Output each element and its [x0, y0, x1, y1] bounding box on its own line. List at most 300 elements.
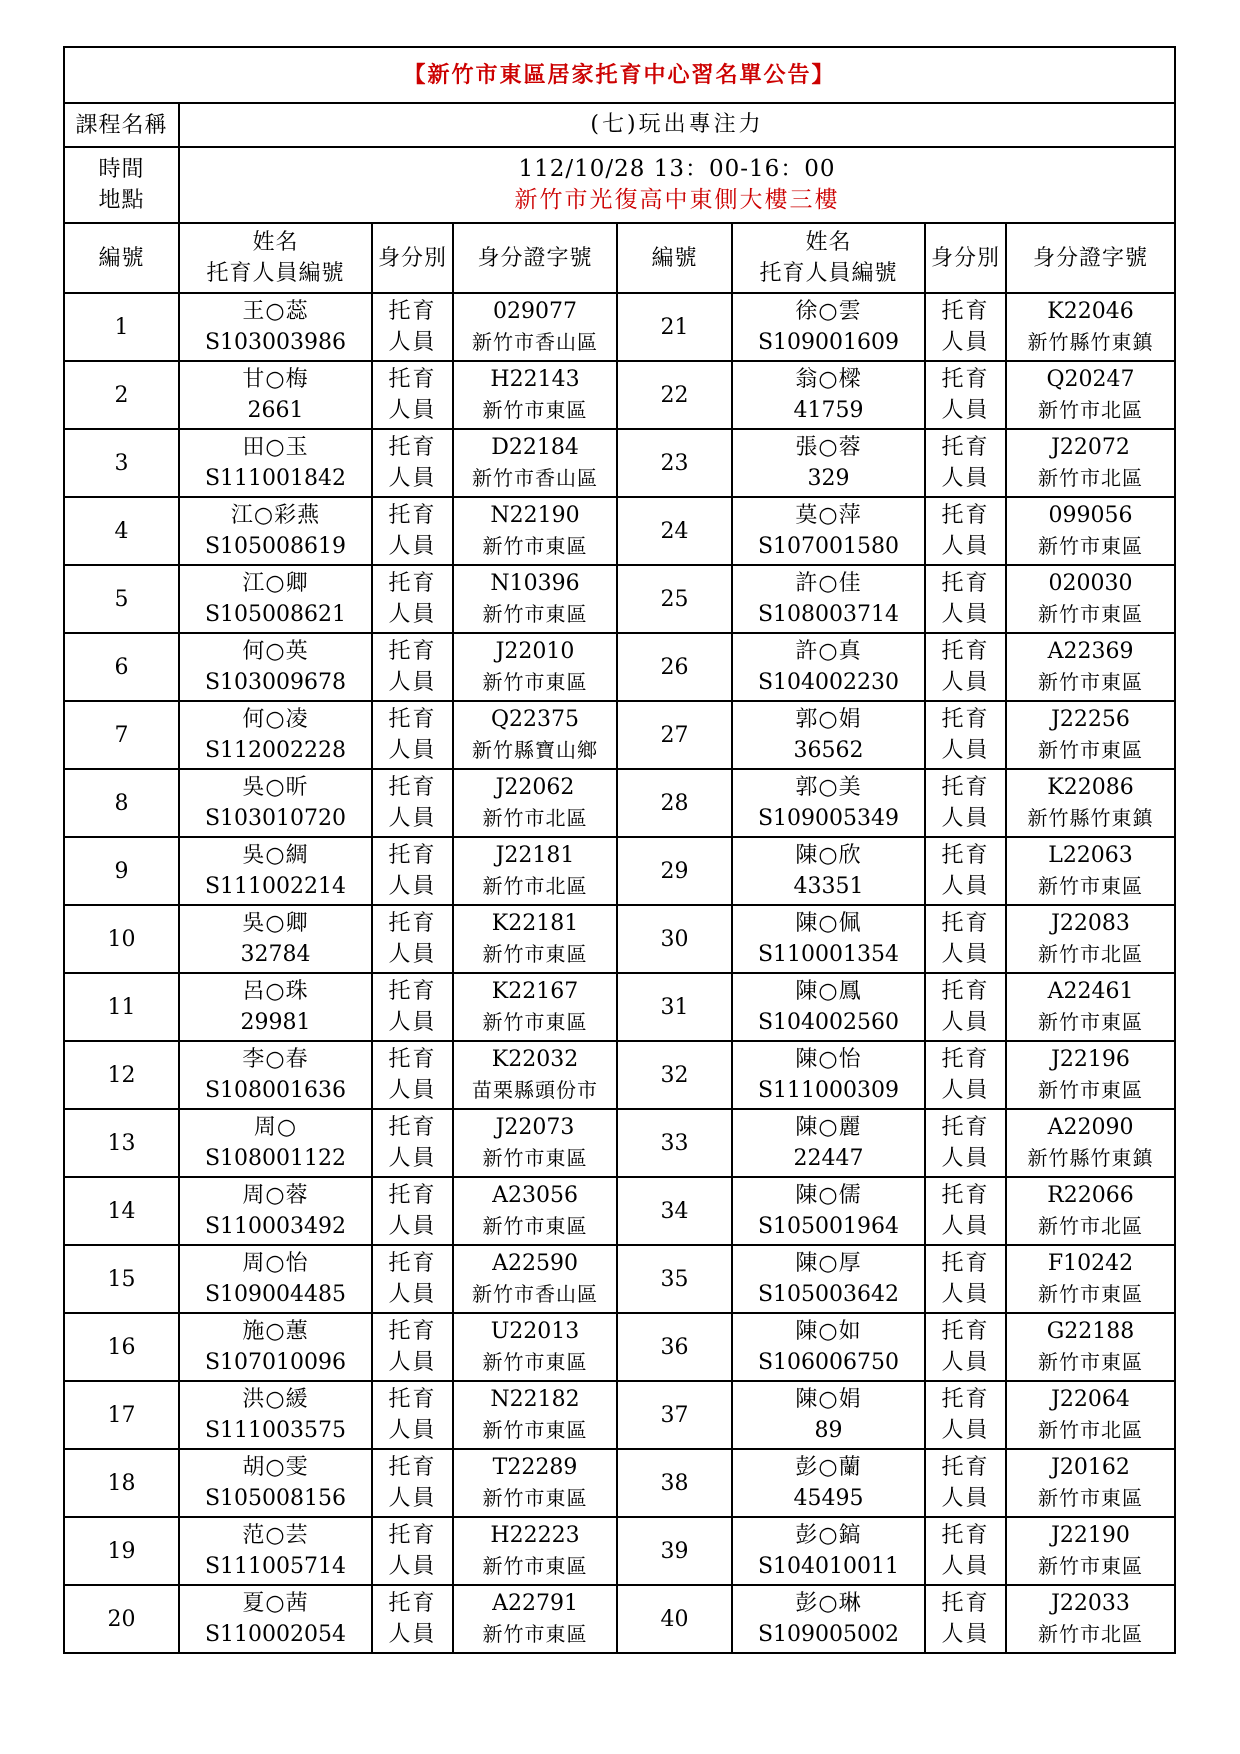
identity-type-line1: 托育: [388, 911, 437, 936]
identity-type-cell: [372, 905, 453, 973]
id-number: K22167: [491, 979, 579, 1004]
district: 新竹市東區: [1038, 1078, 1143, 1102]
caregiver-name: 徐○雲: [795, 299, 862, 324]
entry-number: 2: [64, 361, 179, 429]
identity-type-line1: 托育: [941, 843, 990, 868]
header-name-line1: 姓名: [805, 230, 852, 255]
id-number: A22461: [1047, 979, 1134, 1004]
district: 新竹市東區: [482, 942, 588, 966]
entry-number: 35: [617, 1245, 732, 1313]
caregiver-name: 彭○蘭: [795, 1455, 862, 1480]
district: 新竹市香山區: [472, 1282, 598, 1306]
table-row: [64, 1245, 1175, 1313]
entry-number: 17: [64, 1381, 179, 1449]
id-number: L22063: [1048, 843, 1133, 868]
identity-type-line2: 人員: [941, 942, 990, 967]
id-number: J22073: [495, 1115, 575, 1140]
id-cell: [1006, 701, 1175, 769]
identity-type-line1: 托育: [388, 1047, 437, 1072]
header-identity: 身分別: [925, 223, 1006, 293]
id-number: G22188: [1046, 1319, 1135, 1344]
id-cell: [453, 1177, 617, 1245]
identity-type-cell: [372, 1109, 453, 1177]
table-row: [64, 973, 1175, 1041]
identity-type-line1: 托育: [941, 1319, 990, 1344]
entry-number: 3: [64, 429, 179, 497]
caregiver-cell: [732, 497, 925, 565]
entry-number: 31: [617, 973, 732, 1041]
caregiver-name: 何○英: [242, 639, 309, 664]
caregiver-name: 周○: [253, 1115, 298, 1140]
caregiver-code: S110002054: [204, 1622, 347, 1647]
caregiver-cell: [732, 633, 925, 701]
caregiver-code: S105001964: [757, 1214, 900, 1239]
district: 新竹市東區: [482, 534, 588, 558]
identity-type-line2: 人員: [941, 1622, 990, 1647]
identity-type-cell: [372, 1381, 453, 1449]
entry-number: 38: [617, 1449, 732, 1517]
id-number: J22064: [1051, 1387, 1130, 1412]
identity-type-cell: [372, 497, 453, 565]
table-row: [64, 565, 1175, 633]
id-cell: [453, 293, 617, 361]
caregiver-name: 陳○怡: [795, 1047, 862, 1072]
caregiver-code: S104002230: [757, 670, 900, 695]
id-number: 099056: [1048, 503, 1133, 528]
identity-type-line2: 人員: [388, 874, 437, 899]
district: 新竹市香山區: [472, 330, 598, 354]
table-row: [64, 1313, 1175, 1381]
district: 新竹市東區: [1038, 874, 1143, 898]
table-header-row: [64, 223, 1175, 293]
identity-type-line2: 人員: [941, 1554, 990, 1579]
caregiver-cell: [179, 1041, 372, 1109]
entry-number: 20: [64, 1585, 179, 1653]
identity-type-line1: 托育: [388, 435, 437, 460]
identity-type-line2: 人員: [941, 806, 990, 831]
id-cell: [453, 565, 617, 633]
identity-type-line1: 托育: [941, 979, 990, 1004]
caregiver-cell: [179, 497, 372, 565]
identity-type-line2: 人員: [388, 398, 437, 423]
identity-type-line1: 托育: [388, 1455, 437, 1480]
identity-type-line1: 托育: [941, 435, 990, 460]
id-cell: [453, 1109, 617, 1177]
id-cell: [1006, 497, 1175, 565]
identity-type-line1: 托育: [941, 1115, 990, 1140]
caregiver-name: 彭○鎬: [795, 1523, 862, 1548]
identity-type-cell: [372, 1517, 453, 1585]
caregiver-name: 陳○厚: [795, 1251, 862, 1276]
caregiver-cell: [732, 293, 925, 361]
district: 新竹市東區: [1038, 1010, 1143, 1034]
caregiver-name: 甘○梅: [242, 367, 309, 392]
entry-number: 33: [617, 1109, 732, 1177]
identity-type-line2: 人員: [388, 942, 437, 967]
id-number: J22196: [1051, 1047, 1130, 1072]
identity-type-line2: 人員: [941, 670, 990, 695]
identity-type-cell: [372, 837, 453, 905]
caregiver-name: 郭○美: [795, 775, 862, 800]
time-value: 112/10/28 13：00-16：00: [518, 156, 836, 182]
entry-number: 39: [617, 1517, 732, 1585]
entry-number: 21: [617, 293, 732, 361]
identity-type-line2: 人員: [941, 1146, 990, 1171]
place-value: 新竹市光復高中東側大樓三樓: [514, 187, 840, 213]
district: 新竹市東區: [1038, 534, 1143, 558]
entry-number: 5: [64, 565, 179, 633]
id-cell: [453, 1449, 617, 1517]
id-cell: [1006, 293, 1175, 361]
id-cell: [453, 1245, 617, 1313]
id-cell: [453, 497, 617, 565]
id-number: T22289: [492, 1455, 578, 1480]
id-number: N22182: [490, 1387, 580, 1412]
header-no: 編號: [64, 223, 179, 293]
identity-type-line2: 人員: [388, 1282, 437, 1307]
caregiver-cell: [179, 1585, 372, 1653]
caregiver-cell: [179, 769, 372, 837]
id-cell: [1006, 1585, 1175, 1653]
identity-type-line2: 人員: [388, 1010, 437, 1035]
identity-type-line2: 人員: [941, 1486, 990, 1511]
caregiver-code: S112002228: [204, 738, 347, 763]
caregiver-code: 36562: [793, 738, 864, 763]
identity-type-cell: [925, 1041, 1006, 1109]
id-number: J22062: [495, 775, 575, 800]
entry-number: 8: [64, 769, 179, 837]
caregiver-code: S103010720: [204, 806, 347, 831]
entry-number: 27: [617, 701, 732, 769]
caregiver-name: 呂○珠: [242, 979, 309, 1004]
identity-type-cell: [925, 1313, 1006, 1381]
caregiver-name: 陳○娟: [795, 1387, 862, 1412]
district: 新竹市東區: [482, 1418, 588, 1442]
caregiver-code: S108003714: [757, 602, 900, 627]
id-number: A22369: [1047, 639, 1134, 664]
caregiver-code: S109004485: [204, 1282, 347, 1307]
caregiver-cell: [732, 973, 925, 1041]
table-row: [64, 429, 1175, 497]
id-cell: [1006, 1449, 1175, 1517]
header-id-no: 身分證字號: [1006, 223, 1175, 293]
header-identity: 身分別: [372, 223, 453, 293]
identity-type-cell: [372, 1177, 453, 1245]
caregiver-code: S111000309: [757, 1078, 900, 1103]
caregiver-code: 22447: [793, 1146, 864, 1171]
identity-type-line2: 人員: [941, 1282, 990, 1307]
caregiver-code: S111003575: [204, 1418, 347, 1443]
district: 新竹縣竹東鎮: [1027, 1146, 1154, 1170]
district: 新竹市北區: [1038, 1214, 1143, 1238]
table-row: [64, 1517, 1175, 1585]
identity-type-cell: [925, 497, 1006, 565]
caregiver-cell: [732, 1245, 925, 1313]
id-number: J22072: [1051, 435, 1130, 460]
id-number: 029077: [493, 299, 577, 324]
caregiver-name: 許○佳: [795, 571, 862, 596]
course-label: 課程名稱: [64, 103, 179, 147]
identity-type-cell: [372, 633, 453, 701]
caregiver-cell: [732, 565, 925, 633]
id-number: K22181: [491, 911, 579, 936]
caregiver-code: S104002560: [757, 1010, 900, 1035]
id-number: J22190: [1051, 1523, 1130, 1548]
caregiver-cell: [179, 837, 372, 905]
course-name: (七)玩出專注力: [179, 103, 1175, 147]
caregiver-name: 何○凌: [242, 707, 309, 732]
header-name: [732, 223, 925, 293]
identity-type-line1: 托育: [388, 707, 437, 732]
caregiver-cell: [179, 1245, 372, 1313]
id-number: N22190: [490, 503, 580, 528]
caregiver-cell: [732, 429, 925, 497]
caregiver-code: 43351: [793, 874, 864, 899]
identity-type-line1: 托育: [388, 503, 437, 528]
identity-type-cell: [925, 633, 1006, 701]
caregiver-name: 莫○萍: [795, 503, 862, 528]
id-cell: [1006, 837, 1175, 905]
identity-type-line1: 托育: [941, 911, 990, 936]
district: 新竹市東區: [482, 1214, 588, 1238]
caregiver-name: 許○真: [795, 639, 862, 664]
identity-type-cell: [925, 1109, 1006, 1177]
caregiver-cell: [179, 429, 372, 497]
caregiver-cell: [732, 905, 925, 973]
identity-type-line2: 人員: [941, 738, 990, 763]
place-label: 地點: [98, 188, 145, 213]
caregiver-code: 2661: [247, 398, 304, 423]
caregiver-code: S105008621: [204, 602, 347, 627]
identity-type-cell: [925, 973, 1006, 1041]
caregiver-cell: [179, 1381, 372, 1449]
identity-type-line1: 托育: [941, 1183, 990, 1208]
caregiver-code: 329: [807, 466, 850, 491]
caregiver-name: 陳○佩: [795, 911, 862, 936]
caregiver-name: 江○卿: [242, 571, 309, 596]
caregiver-code: S109005349: [757, 806, 900, 831]
table-row: [64, 837, 1175, 905]
id-cell: [1006, 1381, 1175, 1449]
caregiver-cell: [179, 1517, 372, 1585]
identity-type-line2: 人員: [941, 602, 990, 627]
id-cell: [453, 429, 617, 497]
entry-number: 26: [617, 633, 732, 701]
identity-type-line1: 托育: [941, 1387, 990, 1412]
entry-number: 30: [617, 905, 732, 973]
id-number: Q22375: [490, 707, 580, 732]
identity-type-line1: 托育: [941, 639, 990, 664]
table-row: [64, 633, 1175, 701]
identity-type-line1: 托育: [941, 503, 990, 528]
entry-number: 18: [64, 1449, 179, 1517]
district: 新竹市北區: [1038, 1622, 1143, 1646]
caregiver-cell: [179, 973, 372, 1041]
caregiver-code: S105008619: [204, 534, 347, 559]
district: 新竹市東區: [482, 670, 588, 694]
caregiver-name: 吳○卿: [242, 911, 309, 936]
district: 新竹市東區: [482, 1622, 588, 1646]
roster-table: [63, 46, 1176, 1654]
id-number: H22143: [490, 367, 580, 392]
caregiver-cell: [179, 905, 372, 973]
id-number: K22046: [1047, 299, 1134, 324]
caregiver-code: S109001609: [757, 330, 900, 355]
identity-type-line2: 人員: [388, 1486, 437, 1511]
identity-type-line1: 托育: [388, 1523, 437, 1548]
identity-type-cell: [925, 905, 1006, 973]
id-cell: [1006, 1517, 1175, 1585]
caregiver-name: 田○玉: [242, 435, 309, 460]
caregiver-code: 45495: [793, 1486, 864, 1511]
id-number: A23056: [492, 1183, 578, 1208]
district: 新竹市東區: [482, 398, 588, 422]
caregiver-cell: [179, 633, 372, 701]
identity-type-line2: 人員: [941, 466, 990, 491]
identity-type-line2: 人員: [941, 1350, 990, 1375]
id-number: J22033: [1051, 1591, 1130, 1616]
identity-type-line1: 托育: [941, 367, 990, 392]
identity-type-line2: 人員: [388, 806, 437, 831]
id-number: A22590: [492, 1251, 578, 1276]
id-number: J22181: [495, 843, 575, 868]
caregiver-cell: [732, 1449, 925, 1517]
district: 新竹市東區: [1038, 1282, 1143, 1306]
caregiver-code: S105008156: [204, 1486, 347, 1511]
identity-type-cell: [925, 701, 1006, 769]
identity-type-line2: 人員: [388, 534, 437, 559]
identity-type-cell: [925, 1177, 1006, 1245]
identity-type-cell: [372, 701, 453, 769]
district: 新竹市東區: [1038, 1486, 1143, 1510]
caregiver-code: S111002214: [204, 874, 347, 899]
caregiver-cell: [179, 1177, 372, 1245]
identity-type-cell: [925, 1449, 1006, 1517]
caregiver-name: 張○蓉: [795, 435, 862, 460]
caregiver-cell: [179, 701, 372, 769]
caregiver-cell: [179, 565, 372, 633]
table-row: [64, 1041, 1175, 1109]
identity-type-line2: 人員: [388, 670, 437, 695]
caregiver-cell: [179, 1109, 372, 1177]
entry-number: 12: [64, 1041, 179, 1109]
id-cell: [1006, 973, 1175, 1041]
caregiver-cell: [179, 1313, 372, 1381]
caregiver-code: S107001580: [757, 534, 900, 559]
entry-number: 23: [617, 429, 732, 497]
id-cell: [1006, 429, 1175, 497]
identity-type-line2: 人員: [941, 534, 990, 559]
caregiver-name: 王○蕊: [242, 299, 309, 324]
identity-type-line2: 人員: [941, 1418, 990, 1443]
id-number: Q20247: [1046, 367, 1135, 392]
caregiver-cell: [179, 1449, 372, 1517]
id-number: D22184: [491, 435, 579, 460]
caregiver-cell: [732, 361, 925, 429]
id-cell: [453, 1585, 617, 1653]
district: 新竹市東區: [1038, 670, 1143, 694]
entry-number: 22: [617, 361, 732, 429]
caregiver-code: S108001122: [204, 1146, 347, 1171]
id-cell: [1006, 565, 1175, 633]
caregiver-code: 32784: [240, 942, 311, 967]
district: 新竹縣竹東鎮: [1027, 330, 1154, 354]
caregiver-code: S111001842: [204, 466, 347, 491]
id-cell: [453, 1041, 617, 1109]
identity-type-line2: 人員: [941, 330, 990, 355]
time-place-value: [179, 147, 1175, 223]
district: 新竹市北區: [1038, 1418, 1143, 1442]
caregiver-name: 李○春: [242, 1047, 309, 1072]
caregiver-code: 29981: [240, 1010, 311, 1035]
identity-type-line2: 人員: [388, 1554, 437, 1579]
caregiver-name: 施○蕙: [242, 1319, 309, 1344]
entry-number: 13: [64, 1109, 179, 1177]
caregiver-cell: [732, 837, 925, 905]
identity-type-cell: [372, 769, 453, 837]
caregiver-name: 胡○雯: [242, 1455, 309, 1480]
entry-number: 1: [64, 293, 179, 361]
caregiver-name: 陳○麗: [795, 1115, 862, 1140]
identity-type-line2: 人員: [388, 1622, 437, 1647]
identity-type-line2: 人員: [388, 738, 437, 763]
header-no: 編號: [617, 223, 732, 293]
identity-type-cell: [925, 769, 1006, 837]
header-name-line2: 托育人員編號: [206, 261, 345, 286]
district: 新竹市東區: [482, 1350, 588, 1374]
caregiver-cell: [732, 1041, 925, 1109]
caregiver-code: S107010096: [204, 1350, 347, 1375]
table-row: [64, 905, 1175, 973]
identity-type-line2: 人員: [388, 466, 437, 491]
identity-type-line1: 托育: [388, 979, 437, 1004]
id-number: J20162: [1051, 1455, 1130, 1480]
caregiver-code: S103009678: [204, 670, 347, 695]
id-number: 020030: [1048, 571, 1133, 596]
table-row: [64, 1109, 1175, 1177]
identity-type-line2: 人員: [388, 1350, 437, 1375]
time-place-label: [64, 147, 179, 223]
identity-type-cell: [372, 1245, 453, 1313]
caregiver-cell: [179, 361, 372, 429]
identity-type-cell: [925, 293, 1006, 361]
caregiver-code: S109005002: [757, 1622, 900, 1647]
header-id-no: 身分證字號: [453, 223, 617, 293]
identity-type-line1: 托育: [941, 1591, 990, 1616]
caregiver-name: 翁○樑: [795, 367, 862, 392]
id-cell: [1006, 1109, 1175, 1177]
entry-number: 7: [64, 701, 179, 769]
entry-number: 36: [617, 1313, 732, 1381]
caregiver-code: S103003986: [204, 330, 347, 355]
caregiver-cell: [732, 1381, 925, 1449]
identity-type-cell: [372, 1313, 453, 1381]
caregiver-name: 周○怡: [242, 1251, 309, 1276]
identity-type-line1: 托育: [388, 1183, 437, 1208]
caregiver-name: 范○芸: [242, 1523, 309, 1548]
identity-type-line1: 托育: [941, 571, 990, 596]
table-row: [64, 1177, 1175, 1245]
id-number: J22010: [495, 639, 575, 664]
identity-type-line1: 托育: [388, 367, 437, 392]
identity-type-line2: 人員: [388, 330, 437, 355]
id-cell: [1006, 633, 1175, 701]
id-cell: [453, 701, 617, 769]
caregiver-cell: [732, 701, 925, 769]
entry-number: 19: [64, 1517, 179, 1585]
id-cell: [1006, 1245, 1175, 1313]
caregiver-cell: [732, 1585, 925, 1653]
